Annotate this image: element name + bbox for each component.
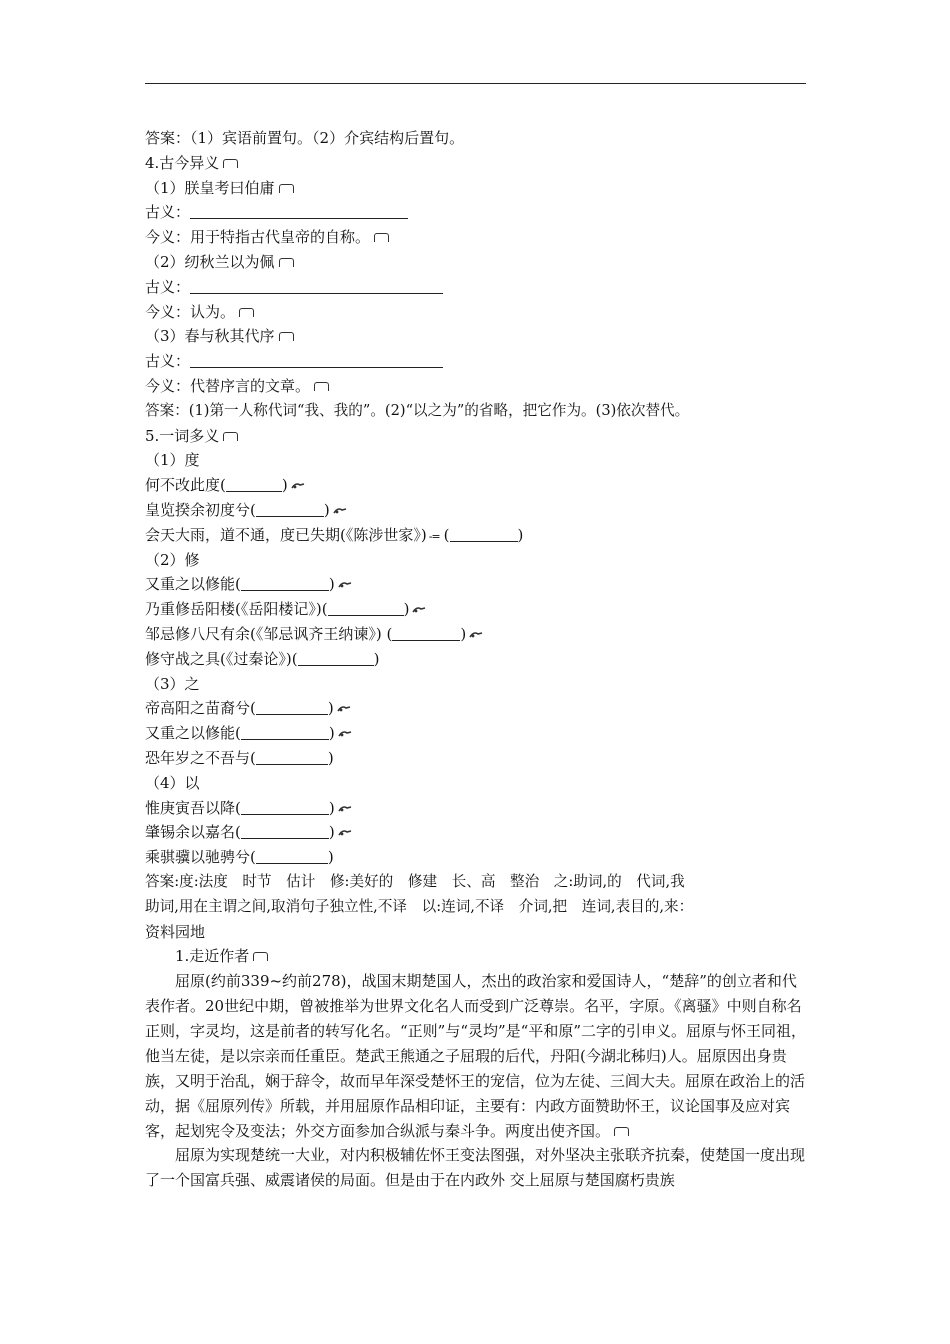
ancient-meaning-line: 古义： bbox=[145, 200, 806, 225]
answer-blank[interactable] bbox=[241, 824, 329, 839]
answer-blank[interactable] bbox=[241, 725, 329, 740]
answer-blank[interactable] bbox=[241, 800, 329, 815]
document-body bbox=[145, 126, 806, 1193]
arrow-icon bbox=[338, 580, 352, 589]
answer-line: 答案：（1）宾语前置句。（2）介宾结构后置句。 bbox=[145, 129, 465, 147]
return-mark-icon bbox=[239, 308, 254, 317]
subsection-heading: 1.走近作者 bbox=[145, 944, 806, 969]
return-mark-icon bbox=[279, 332, 294, 341]
word-group-label: （2）修 bbox=[145, 550, 200, 569]
exercise-item: 乃重修岳阳楼(《岳阳楼记》)( ) bbox=[145, 597, 806, 622]
exercise-item: 又重之以修能( ) bbox=[145, 572, 806, 597]
return-mark-icon bbox=[279, 258, 294, 267]
section-heading: 4.古今异义 bbox=[145, 151, 806, 176]
question-label: （1）朕皇考曰伯庸 bbox=[145, 176, 806, 201]
return-mark-icon bbox=[223, 159, 238, 168]
return-mark-icon bbox=[223, 432, 238, 441]
exercise-item: 帝高阳之苗裔兮( ) bbox=[145, 696, 806, 721]
modern-meaning-line: 今义：代替序言的文章。 bbox=[145, 374, 806, 399]
answer-blank[interactable] bbox=[256, 700, 328, 715]
word-group-label: （3）之 bbox=[145, 674, 200, 693]
modern-meaning-line: 今义：用于特指古代皇帝的自称。 bbox=[145, 225, 806, 250]
section-heading: 5.一词多义 bbox=[145, 424, 806, 449]
author-paragraph: 屈原(约前339~约前278)，战国末期楚国人，杰出的政治家和爱国诗人，“楚辞”的创立者和代表作者。20世纪中期，曾被推举为世界文化名人而受到广泛尊崇。名平，字原。《离骚》中则自称名正则，字灵均，这是前者的转写化名。“正则”与“灵均”是“平和原”二字的引申义。屈原与怀王同祖，他当左徒，是以宗亲而任重臣。楚武王熊通之子屈瑕的后代，丹阳(今湖北秭归)人。屈原因出身贵族，又明于治乱，娴于辞令，故而早年深受楚怀王的宠信，位为左徒、三闾大夫。屈原在政治上的活动，据《屈原列传》所载，并用屈原作品相印证，主要有：内政方面赞助怀王，议论国事及应对宾客，起划宪令及变法；外交方面参加合纵派与秦斗争。两度出使齐国。 bbox=[145, 972, 807, 1140]
word-group-label: （4）以 bbox=[145, 773, 200, 792]
author-paragraph: 屈原为实现楚统一大业，对内积极辅佐怀王变法图强，对外坚决主张联齐抗秦，使楚国一度出现了一个国富兵强、威震诸侯的局面。但是由于在内政外 交上屈原与楚国腐朽贵族 bbox=[145, 1146, 806, 1190]
exercise-item: 肇锡余以嘉名( ) bbox=[145, 820, 806, 845]
answer-blank[interactable] bbox=[241, 576, 329, 591]
answer-blank[interactable] bbox=[256, 849, 328, 864]
ancient-meaning-line: 古义： bbox=[145, 275, 806, 300]
arrow-icon bbox=[412, 605, 426, 614]
answer-blank[interactable] bbox=[298, 651, 374, 666]
exercise-item: 乘骐骥以驰骋兮( ) bbox=[145, 848, 334, 867]
answer-line: 答案：(1)第一人称代词“我、我的”。(2)“以之为”的省略，把它作为。(3)依次替代。 bbox=[145, 401, 690, 419]
exercise-item: 皇览揆余初度兮( ) bbox=[145, 498, 806, 523]
answer-blank[interactable] bbox=[392, 626, 460, 641]
answer-line: 答案:度:法度 时节 估计 修:美好的 修建 长、高 整治 之:助词,的 代词,我 bbox=[145, 872, 685, 890]
return-mark-icon bbox=[614, 1127, 629, 1136]
arrow-icon bbox=[291, 481, 305, 490]
return-mark-icon bbox=[253, 952, 268, 961]
answer-blank[interactable] bbox=[256, 502, 324, 517]
exercise-item: 又重之以修能( ) bbox=[145, 721, 806, 746]
question-label: （2）纫秋兰以为佩 bbox=[145, 250, 806, 275]
answer-blank[interactable] bbox=[190, 204, 408, 219]
arrow-icon bbox=[469, 630, 483, 639]
arrow-icon bbox=[338, 828, 352, 837]
arrow-icon bbox=[337, 704, 351, 713]
word-group-label: （1）度 bbox=[145, 451, 200, 470]
answer-blank[interactable] bbox=[226, 477, 282, 492]
exercise-item: 会天大雨，道不通，度已失期(《陈涉世家》) -= ( ) bbox=[145, 525, 524, 544]
arrow-icon bbox=[338, 804, 352, 813]
answer-line: 助词,用在主谓之间,取消句子独立性,不译 以:连词,不译 介词,把 连词,表目的,来： bbox=[145, 897, 694, 915]
header-rule bbox=[145, 83, 806, 84]
answer-blank[interactable] bbox=[190, 279, 443, 294]
answer-blank[interactable] bbox=[256, 750, 328, 765]
exercise-item: 恐年岁之不吾与( ) bbox=[145, 748, 334, 767]
exercise-item: 惟庚寅吾以降( ) bbox=[145, 796, 806, 821]
section-title: 资料园地 bbox=[145, 922, 206, 941]
equals-arrow-icon: -= bbox=[428, 529, 440, 543]
return-mark-icon bbox=[374, 233, 389, 242]
return-mark-icon bbox=[314, 382, 329, 391]
return-mark-icon bbox=[279, 184, 294, 193]
arrow-icon bbox=[333, 506, 347, 515]
answer-blank[interactable] bbox=[190, 353, 443, 368]
question-label: （3）春与秋其代序 bbox=[145, 324, 806, 349]
exercise-item: 修守战之具(《过秦论》)( ) bbox=[145, 649, 380, 668]
ancient-meaning-line: 古义： bbox=[145, 349, 806, 374]
exercise-item: 何不改此度( ) bbox=[145, 473, 806, 498]
answer-blank[interactable] bbox=[328, 601, 404, 616]
exercise-item: 邹忌修八尺有余(《邹忌讽齐王纳谏》) ( ) bbox=[145, 622, 806, 647]
arrow-icon bbox=[338, 729, 352, 738]
modern-meaning-line: 今义：认为。 bbox=[145, 300, 806, 325]
answer-blank[interactable] bbox=[450, 527, 518, 542]
